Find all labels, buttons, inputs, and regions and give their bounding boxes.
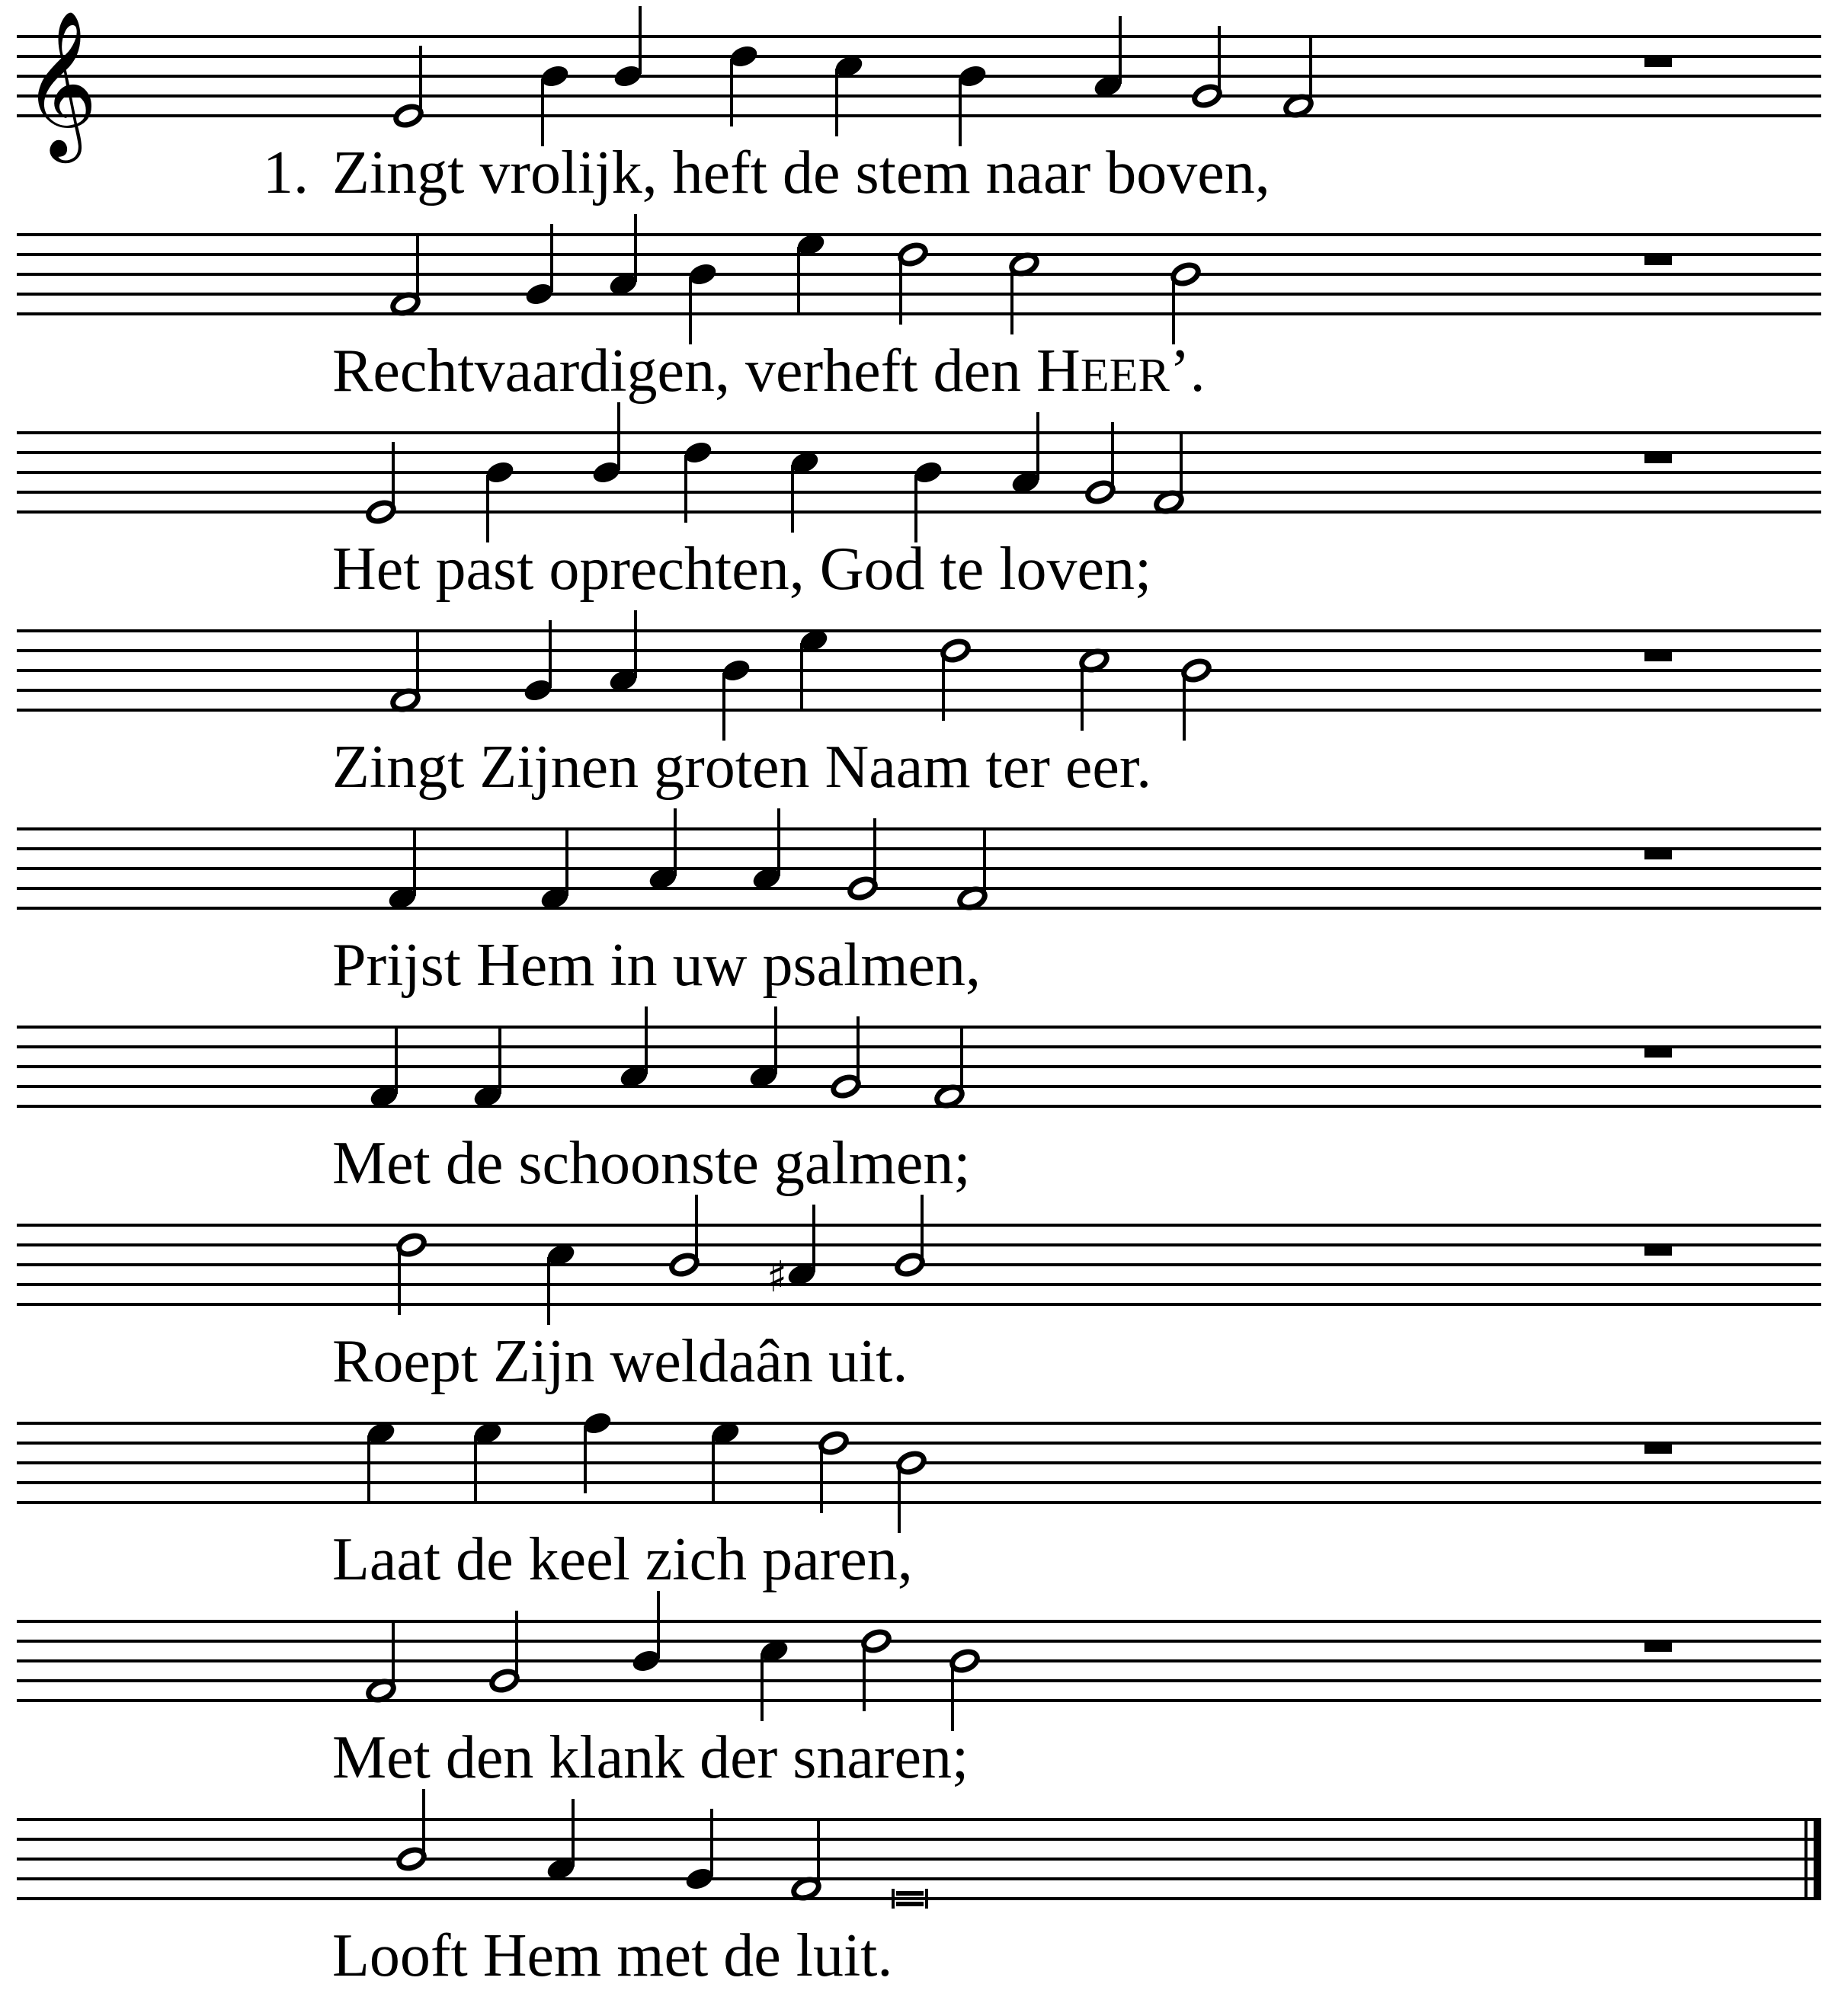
note xyxy=(524,224,556,308)
note xyxy=(956,62,988,146)
note xyxy=(393,46,424,129)
rest-icon xyxy=(1644,1047,1672,1058)
note xyxy=(630,1591,662,1675)
note xyxy=(898,242,928,325)
music-system xyxy=(17,1195,1821,1395)
note xyxy=(396,1232,427,1315)
note xyxy=(669,1195,700,1278)
note xyxy=(366,442,396,525)
half-notehead xyxy=(669,1252,700,1277)
note xyxy=(847,818,878,901)
note xyxy=(767,1205,818,1302)
note xyxy=(728,43,760,126)
note xyxy=(1192,26,1222,109)
note xyxy=(861,1628,892,1711)
note xyxy=(1181,658,1212,741)
half-notehead xyxy=(818,1430,849,1455)
lyric-line: Laat de keel zich paren, xyxy=(332,1526,913,1593)
half-notehead xyxy=(949,1648,980,1673)
note xyxy=(581,1410,613,1493)
lyric-line: Looft Hem met de luit. xyxy=(332,1922,893,1989)
note xyxy=(895,1195,925,1278)
note xyxy=(612,6,644,90)
half-notehead xyxy=(896,1450,927,1475)
note xyxy=(396,1789,427,1872)
half-notehead xyxy=(861,1628,892,1653)
note xyxy=(489,1611,520,1694)
music-system xyxy=(17,1789,1821,1989)
systems-group xyxy=(17,6,1821,1989)
note xyxy=(687,261,719,344)
rest-icon xyxy=(1644,254,1672,265)
half-notehead xyxy=(831,1074,861,1099)
rest-icon xyxy=(1644,453,1672,463)
lyric-line: Roept Zijn weldaân uit. xyxy=(332,1328,908,1395)
half-notehead xyxy=(1085,479,1116,504)
lyric-line: Met den klank der snaren; xyxy=(332,1724,969,1791)
half-notehead xyxy=(1181,658,1212,683)
music-system xyxy=(17,1591,1821,1791)
note xyxy=(896,1450,927,1533)
half-notehead xyxy=(898,242,928,267)
rest-icon xyxy=(1644,1641,1672,1652)
rest-icon xyxy=(1644,56,1672,67)
half-notehead xyxy=(393,103,424,128)
lyric-line: Zingt vrolijk, heft de stem naar boven, xyxy=(332,139,1270,206)
lyric-line: Met de schoonste galmen; xyxy=(332,1130,971,1197)
half-notehead xyxy=(489,1668,520,1693)
lyric-line: Zingt Zijnen groten Naam ter eer. xyxy=(332,734,1152,801)
note xyxy=(591,402,623,486)
note xyxy=(522,620,554,704)
note xyxy=(1085,422,1116,505)
half-notehead xyxy=(940,638,971,663)
half-notehead xyxy=(1192,83,1222,108)
half-notehead xyxy=(396,1846,427,1871)
treble-clef-icon: 𝄞 xyxy=(23,10,98,157)
note xyxy=(1170,261,1201,344)
rest-icon xyxy=(1644,849,1672,859)
note xyxy=(949,1648,980,1731)
music-system xyxy=(17,214,1821,405)
lyric-line: Het past oprechten, God te loven; xyxy=(332,536,1152,603)
music-system xyxy=(17,402,1821,603)
breve-head xyxy=(896,1891,924,1896)
music-system xyxy=(17,808,1821,999)
note xyxy=(818,1430,849,1513)
note xyxy=(682,439,714,523)
note xyxy=(940,638,971,721)
breve-head xyxy=(896,1902,924,1906)
note xyxy=(539,62,571,146)
note xyxy=(912,459,944,542)
half-notehead xyxy=(895,1252,925,1277)
half-notehead xyxy=(1170,261,1201,286)
half-notehead xyxy=(366,499,396,524)
rest-icon xyxy=(1644,1245,1672,1256)
lyric-line: Rechtvaardigen, verheft den HEER’. xyxy=(332,338,1206,405)
lyric-line: Prijst Hem in uw psalmen, xyxy=(332,932,981,999)
half-notehead xyxy=(847,875,878,901)
note xyxy=(831,1016,861,1099)
note xyxy=(720,657,752,741)
half-notehead xyxy=(396,1232,427,1257)
rest-icon xyxy=(1644,1443,1672,1454)
music-system xyxy=(17,610,1821,801)
sharp-icon: ♯ xyxy=(767,1253,788,1302)
final-barline-thick xyxy=(1814,1819,1821,1899)
note xyxy=(684,1809,716,1893)
verse-number: 1. xyxy=(263,139,309,206)
music-system xyxy=(17,1006,1821,1197)
note xyxy=(484,459,516,542)
music-system xyxy=(17,1410,1821,1593)
rest-icon xyxy=(1644,651,1672,661)
